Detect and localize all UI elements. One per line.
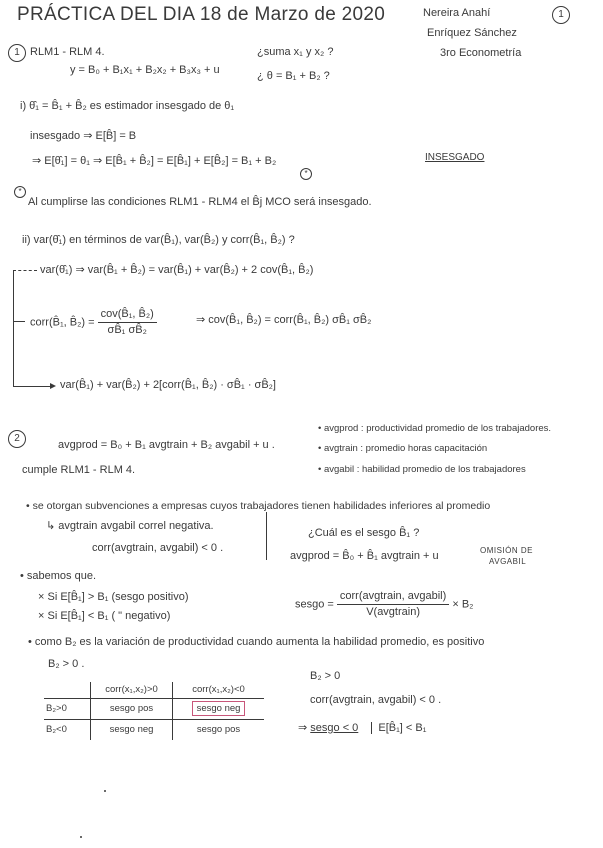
circled-asterisk-icon: [14, 186, 26, 198]
bias-formula: [295, 590, 473, 619]
pen-mark: [80, 836, 82, 838]
ex2-bias-question: ¿Cuál es el sesgo B̂₁ ?: [308, 527, 420, 539]
ex2-assumptions: cumple RLM1 - RLM 4.: [22, 464, 136, 476]
separator-line: [266, 512, 267, 560]
student-name: Nereira Anahí: [423, 7, 491, 19]
ex1-question-sum: ¿suma x₁ y x₂ ?: [257, 46, 334, 58]
ex1-unbiased-tag: INSESGADO: [425, 152, 485, 163]
bracket-line: [13, 270, 14, 386]
ex1-part-ii: ii) var(θ̂₁) en términos de var(B̂₁), var(B̂₂) y corr(B̂₁, B̂₂) ?: [22, 234, 295, 246]
bias-table: [44, 682, 264, 740]
definition-avgprod: • avgprod : productividad promedio de los trabajadores.: [318, 423, 552, 434]
result-arrow: ⇒: [298, 722, 308, 734]
bias-factor: × B₂: [452, 598, 474, 611]
bias-formula-lhs: sesgo =: [295, 598, 334, 611]
ex1-conclusion: Al cumplirse las condiciones RLM1 - RLM4 el B̂j MCO será insesgado.: [28, 196, 372, 208]
bias-denominator: V(avgtrain): [366, 606, 420, 618]
ex1-final-variance: var(B̂₁) + var(B̂₂) + 2[corr(B̂₁, B̂₂) · σB̂₁ · σB̂₂]: [60, 379, 276, 391]
ex1-model: y = B₀ + B₁x₁ + B₂x₂ + B₃x₃ + u: [70, 64, 220, 76]
ex2-subsidy-note: • se otorgan subvenciones a empresas cuyos trabajadores tienen habilidades inferiores al promedio: [26, 500, 491, 512]
corr-fraction: [98, 308, 157, 337]
ex1-variance-expansion: var(θ̂₁) ⇒ var(B̂₁ + B̂₂) = var(B̂₁) + var(B̂₂) + 2 cov(B̂₁, B̂₂): [40, 264, 314, 276]
arrow-right-icon: [50, 383, 56, 389]
bracket-tick: [13, 321, 25, 322]
ex1-unbiased-definition: insesgado ⇒ E[B̂] = B: [30, 130, 137, 142]
table-corner: [44, 682, 90, 699]
bias-rule-negative: × Si E[B̂₁] < B₁ ( " negativo): [38, 610, 171, 622]
exercise-2-number: 2: [8, 430, 26, 448]
table-cell: sesgo neg: [90, 720, 172, 740]
result-bias: sesgo < 0: [310, 722, 359, 734]
ex1-covariance-result: ⇒ cov(B̂₁, B̂₂) = corr(B̂₁, B̂₂) σB̂₁ σB̂₂: [196, 314, 372, 326]
table-row-label: B₂<0: [46, 724, 67, 735]
definition-avgtrain: • avgtrain : promedio horas capacitación: [318, 443, 488, 454]
definition-avgabil: • avgabil : habilidad promedio de los trabajadores: [318, 464, 526, 475]
table-header: corr(x₁,x₂)<0: [172, 682, 264, 699]
result-expectation: E[B̂₁] < B₁: [371, 722, 426, 734]
bias-fraction: [337, 590, 449, 619]
corr-denominator: σB̂₁ σB̂₂: [107, 324, 147, 336]
ex2-b2-sign: B₂ > 0 .: [48, 658, 85, 670]
bias-rule-positive: × Si E[B̂₁] > B₁ (sesgo positivo): [38, 591, 189, 603]
ex2-b2-reasoning: • como B₂ es la variación de productividad cuando aumenta la habilidad promedio, es positivo: [28, 636, 485, 648]
course-label: 3ro Econometría: [440, 47, 522, 59]
summary-b2-sign: B₂ > 0: [310, 670, 341, 682]
corr-lhs: corr(B̂₁, B̂₂) =: [30, 316, 95, 329]
ex1-question-theta: ¿ θ = B₁ + B₂ ?: [257, 70, 330, 82]
student-surname: Enríquez Sánchez: [427, 27, 517, 39]
table-cell: sesgo pos: [90, 699, 172, 720]
exercise-1-number: 1: [8, 44, 26, 62]
bias-numerator: corr(avgtrain, avgabil): [337, 590, 449, 605]
omission-label-line-1: OMISIÓN DE: [480, 546, 534, 555]
summary-correlation-sign: corr(avgtrain, avgabil) < 0 .: [310, 694, 442, 706]
corr-numerator: cov(B̂₁, B̂₂): [98, 308, 157, 323]
bracket-arrow-line: [13, 386, 51, 387]
table-cell: sesgo pos: [172, 720, 264, 740]
ex2-short-model: avgprod = B̂₀ + B̂₁ avgtrain + u: [290, 550, 439, 562]
ex2-known-intro: • sabemos que.: [20, 570, 97, 582]
result-line: [298, 722, 426, 735]
ex1-proof: ⇒ E[θ̂₁] = θ₁ ⇒ E[B̂₁ + B̂₂] = E[B̂₁] + E[B̂₂] = B₁ + B₂: [32, 155, 277, 167]
circled-asterisk-icon: [300, 168, 312, 180]
omission-label-line-2: AVGABIL: [489, 557, 527, 566]
table-row-label: B₂>0: [44, 699, 90, 720]
highlight-box: sesgo neg: [192, 701, 246, 716]
page-number: 1: [552, 6, 570, 24]
bracket-dash: [13, 270, 37, 271]
page-title: PRÁCTICA DEL DIA 18 de Marzo de 2020: [17, 4, 386, 25]
ex2-correlation-note: ↳ avgtrain avgabil correl negativa.: [46, 520, 214, 532]
ex2-model: avgprod = B₀ + B₁ avgtrain + B₂ avgabil + u .: [58, 439, 275, 451]
ex1-correlation-definition: [30, 308, 157, 337]
table-header: corr(x₁,x₂)>0: [90, 682, 172, 699]
pen-mark: [104, 790, 106, 792]
ex1-part-i: i) θ̂₁ = B̂₁ + B̂₂ es estimador insesgado de θ₁: [20, 100, 235, 112]
table-cell-highlighted: [172, 699, 264, 720]
ex1-assumptions: RLM1 - RLM 4.: [30, 46, 105, 58]
ex2-correlation-sign: corr(avgtrain, avgabil) < 0 .: [92, 542, 224, 554]
